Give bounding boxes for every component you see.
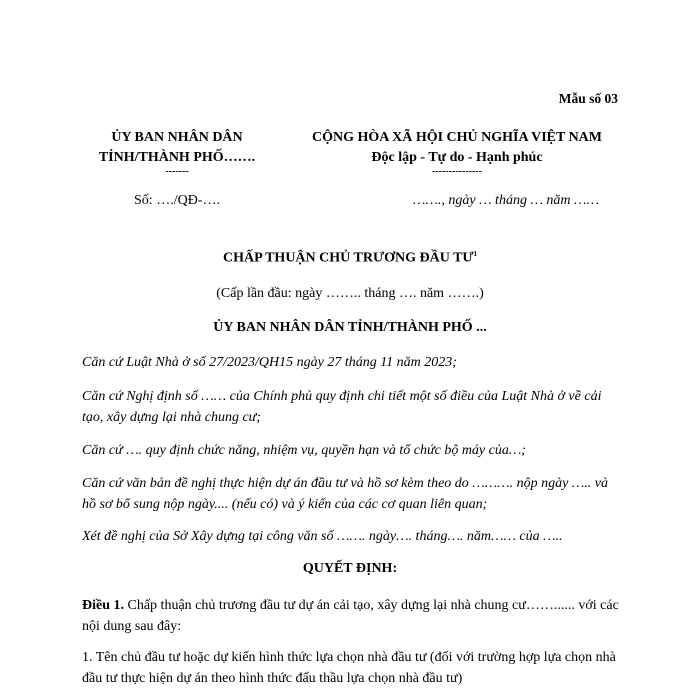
right-header-underline: --------------- — [432, 166, 482, 177]
document-title — [0, 250, 700, 267]
article-1 — [82, 595, 622, 637]
article-1-label: Điều 1. — [82, 598, 124, 613]
decision-heading: QUYẾT ĐỊNH: — [302, 561, 398, 576]
basis-decree: Căn cứ Nghị định số …… của Chính phủ quy định chi tiết một số điều của Luật Nhà ở về cải tạo, xây dựng lại nhà chung cư; — [82, 389, 602, 425]
basis-review: Xét đề nghị của Sở Xây dựng tại công văn số ……. ngày…. tháng…. năm…… của ….. — [82, 529, 563, 544]
form-number: Mẫu số 03 — [558, 91, 618, 106]
left-header-line2: TỈNH/THÀNH PHỐ……. — [98, 150, 256, 165]
basis-housing-law: Căn cứ Luật Nhà ở số 27/2023/QH15 ngày 27 tháng 11 năm 2023; — [82, 355, 457, 370]
authority-heading: ỦY BAN NHÂN DÂN TỈNH/THÀNH PHỐ ... — [213, 320, 487, 335]
basis-organization: Căn cứ …. quy định chức năng, nhiệm vụ, quyền hạn và tổ chức bộ máy của…; — [82, 443, 526, 458]
left-header-underline: ------- — [165, 166, 189, 177]
right-header-line1: CỘNG HÒA XÃ HỘI CHỦ NGHĨA VIỆT NAM — [311, 130, 602, 145]
article-1-text: Chấp thuận chủ trương đầu tư dự án cải tạo, xây dựng lại nhà chung cư……...... với các nội dung sau đây: — [82, 598, 619, 634]
basis-proposal: Căn cứ văn bản đề nghị thực hiện dự án đầu tư và hồ sơ kèm theo do ………. nộp ngày ….. và hồ sơ bổ sung nộp ngày.... (nếu có) và ý kiến của các cơ quan liên quan; — [82, 476, 609, 512]
right-header-line2: Độc lập - Tự do - Hạnh phúc — [371, 150, 543, 165]
title-footnote: 1 — [473, 250, 478, 258]
decision-number: Số: …./QĐ-…. — [134, 193, 220, 208]
title-text: CHẤP THUẬN CHỦ TRƯƠNG ĐẦU TƯ — [222, 250, 474, 266]
left-header-line1: ỦY BAN NHÂN DÂN — [111, 130, 243, 145]
date-line: ……., ngày … tháng … năm …… — [413, 193, 599, 208]
issue-line: (Cấp lần đầu: ngày …….. tháng …. năm …….) — [216, 286, 484, 301]
article-1-item-1: 1. Tên chủ đầu tư hoặc dự kiến hình thức lựa chọn nhà đầu tư (đối với trường hợp lựa chọn nhà đầu tư thực hiện dự án theo hình thức đấu thầu lựa chọn nhà đầu tư) — [82, 650, 616, 686]
